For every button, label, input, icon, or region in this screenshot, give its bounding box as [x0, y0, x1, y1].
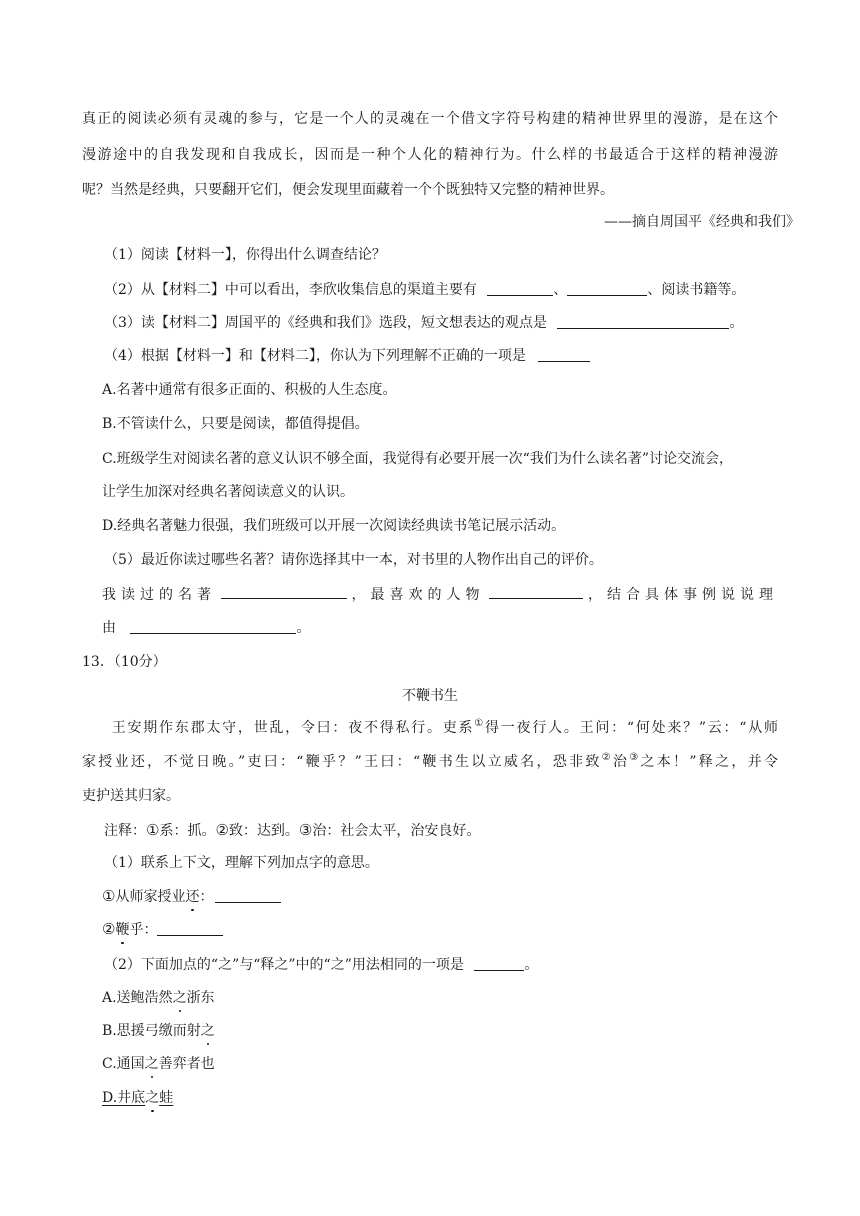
- note-3-marker: ③: [298, 821, 313, 839]
- q12-sub5-period: 。: [296, 620, 311, 636]
- answer-blank[interactable]: [557, 313, 729, 329]
- passage-source: ——摘自周国平《经典和我们》: [604, 214, 800, 230]
- q12-option-a: A.名著中通常有很多正面的、积极的人生态度。: [102, 382, 397, 398]
- q12-sub3-end: 。: [729, 315, 744, 331]
- q13-passage-text: 之本！”释之，并令: [640, 754, 778, 770]
- answer-blank[interactable]: [157, 920, 223, 936]
- q12-sub3-text: （3）读【材料二】周国平的《经典和我们》选段，短文想表达的观点是: [104, 315, 547, 331]
- footnote-1-marker: ①: [474, 718, 486, 729]
- q13-option-b: [102, 1021, 215, 1041]
- dotted-character: 还: [185, 889, 200, 905]
- q12-sub5-end: [102, 618, 310, 638]
- word-1-context: 从师家授业: [115, 889, 186, 905]
- option-c-text: 善弈者也: [158, 1056, 215, 1072]
- dotted-character: 之: [172, 990, 187, 1006]
- q13-header: 13．（10分）: [82, 654, 167, 670]
- q12-sub5: （5）最近你读过哪些名著？请你选择其中一本，对书里的人物作出自己的评价。: [104, 552, 603, 568]
- option-a-text: 浙东: [186, 990, 215, 1006]
- q13-passage-line-1: [82, 718, 778, 738]
- item-2-marker: ②: [102, 920, 116, 938]
- q12-sub5-text-c: ，结合具体事例说说理: [588, 587, 778, 603]
- q12-sub2: [104, 280, 745, 300]
- note-1: 系：抓。: [159, 823, 216, 839]
- answer-blank[interactable]: [215, 887, 281, 903]
- q12-sub5-text-d: 由: [102, 620, 116, 636]
- note-2-marker: ②: [215, 821, 229, 839]
- q13-sub2: [104, 955, 538, 975]
- q12-sub2-text: （2）从【材料二】中可以看出，李欣收集信息的渠道主要有: [104, 282, 477, 298]
- q13-sub1: （1）联系上下文，理解下列加点字的意思。: [104, 855, 379, 871]
- notes-label: 注释：: [104, 823, 146, 839]
- q13-option-d: [102, 1088, 173, 1108]
- separator: 、: [553, 282, 568, 298]
- dotted-character: 鞭: [115, 922, 130, 938]
- dotted-character: 之: [144, 1056, 159, 1072]
- q12-sub5-fill: [102, 583, 778, 605]
- passage-line-1: 真正的阅读必须有灵魂的参与，它是一个人的灵魂在一个借文字符号构建的精神世界里的漫游，是在这个: [82, 111, 778, 127]
- q13-sub2-text: （2）下面加点的“之”与“释之”中的“之”用法相同的一项是: [104, 957, 464, 973]
- passage-line-2: 漫游途中的自我发现和自我成长，因而是一种个人化的精神行为。什么样的书最适合于这样的精神漫游: [82, 147, 778, 163]
- q13-option-a: [102, 988, 215, 1008]
- q13-word-1: [102, 886, 281, 907]
- q13-passage-text: 治: [612, 754, 630, 770]
- word-1-colon: ：: [199, 889, 214, 905]
- q12-sub4: [104, 346, 590, 366]
- q12-option-b: B.不管读什么，只要是阅读，都值得提倡。: [102, 416, 369, 432]
- q13-passage-text: 得一夜行人。王问：“何处来？”云：“从师: [485, 720, 778, 736]
- q12-option-c-line1: C.班级学生对阅读名著的意义认识不够全面，我觉得有必要开展一次“我们为什么读名著”讨论交流会，: [102, 451, 733, 467]
- q12-option-c-line2: 让学生加深对经典名著阅读意义的认识。: [102, 484, 354, 500]
- note-1-marker: ①: [146, 821, 160, 839]
- q13-notes: [104, 820, 480, 841]
- answer-blank[interactable]: [567, 280, 647, 296]
- answer-blank[interactable]: [221, 583, 347, 599]
- q12-option-d: D.经典名著魅力很强，我们班级可以开展一次阅读经典读书笔记展示活动。: [102, 518, 566, 534]
- dotted-character: 之: [200, 1023, 215, 1039]
- note-3: 治：社会太平，治安良好。: [312, 823, 481, 839]
- option-b-text: B.思援弓缴而射: [102, 1023, 201, 1039]
- q13-passage-line-3: 吏护送其归家。: [82, 788, 180, 804]
- answer-blank[interactable]: [487, 280, 553, 296]
- q13-sub2-end: 。: [524, 957, 539, 973]
- option-d-text: 蛙: [159, 1090, 174, 1106]
- q13-title: 不鞭书生: [402, 688, 458, 704]
- q13-passage-line-2: [82, 752, 778, 772]
- answer-blank[interactable]: [489, 583, 583, 599]
- passage-line-3: 呢？当然是经典，只要翻开它们，便会发现里面藏着一个个既独特又完整的精神世界。: [82, 182, 614, 198]
- q13-option-c: [102, 1054, 215, 1074]
- note-2: 致：达到。: [228, 823, 299, 839]
- q12-sub1: （1）阅读【材料一】，你得出什么调查结论？: [104, 247, 386, 263]
- q13-passage-text: 家授业还，不觉日晚。”吏曰：“鞭乎？”王曰：“鞭书生以立威名，恐非致: [82, 754, 602, 770]
- answer-blank[interactable]: [538, 346, 590, 362]
- q12-sub2-end: 、阅读书籍等。: [647, 282, 746, 298]
- answer-blank[interactable]: [130, 618, 296, 634]
- item-1-marker: ①: [102, 887, 116, 905]
- q12-sub4-text: （4）根据【材料一】和【材料二】，你认为下列理解不正确的一项是: [104, 348, 526, 364]
- q13-passage-text: 王安期作东郡太守，世乱，令曰：夜不得私行。吏系: [110, 720, 475, 736]
- answer-blank[interactable]: [474, 955, 524, 971]
- q12-sub5-text-b: ，最喜欢的人物: [351, 587, 485, 603]
- dotted-character: 之: [145, 1090, 160, 1106]
- footnote-3-marker: ③: [629, 752, 641, 763]
- option-d-text: D.井底: [102, 1090, 146, 1106]
- q13-word-2: [102, 919, 223, 940]
- word-2-context: 乎：: [129, 922, 158, 938]
- footnote-2-marker: ②: [601, 752, 613, 763]
- option-c-text: C.通国: [102, 1056, 145, 1072]
- q12-sub5-text-a: 我读过的名著: [102, 587, 216, 603]
- option-a-text: A.送鲍浩然: [102, 990, 173, 1006]
- q12-sub3: [104, 313, 743, 333]
